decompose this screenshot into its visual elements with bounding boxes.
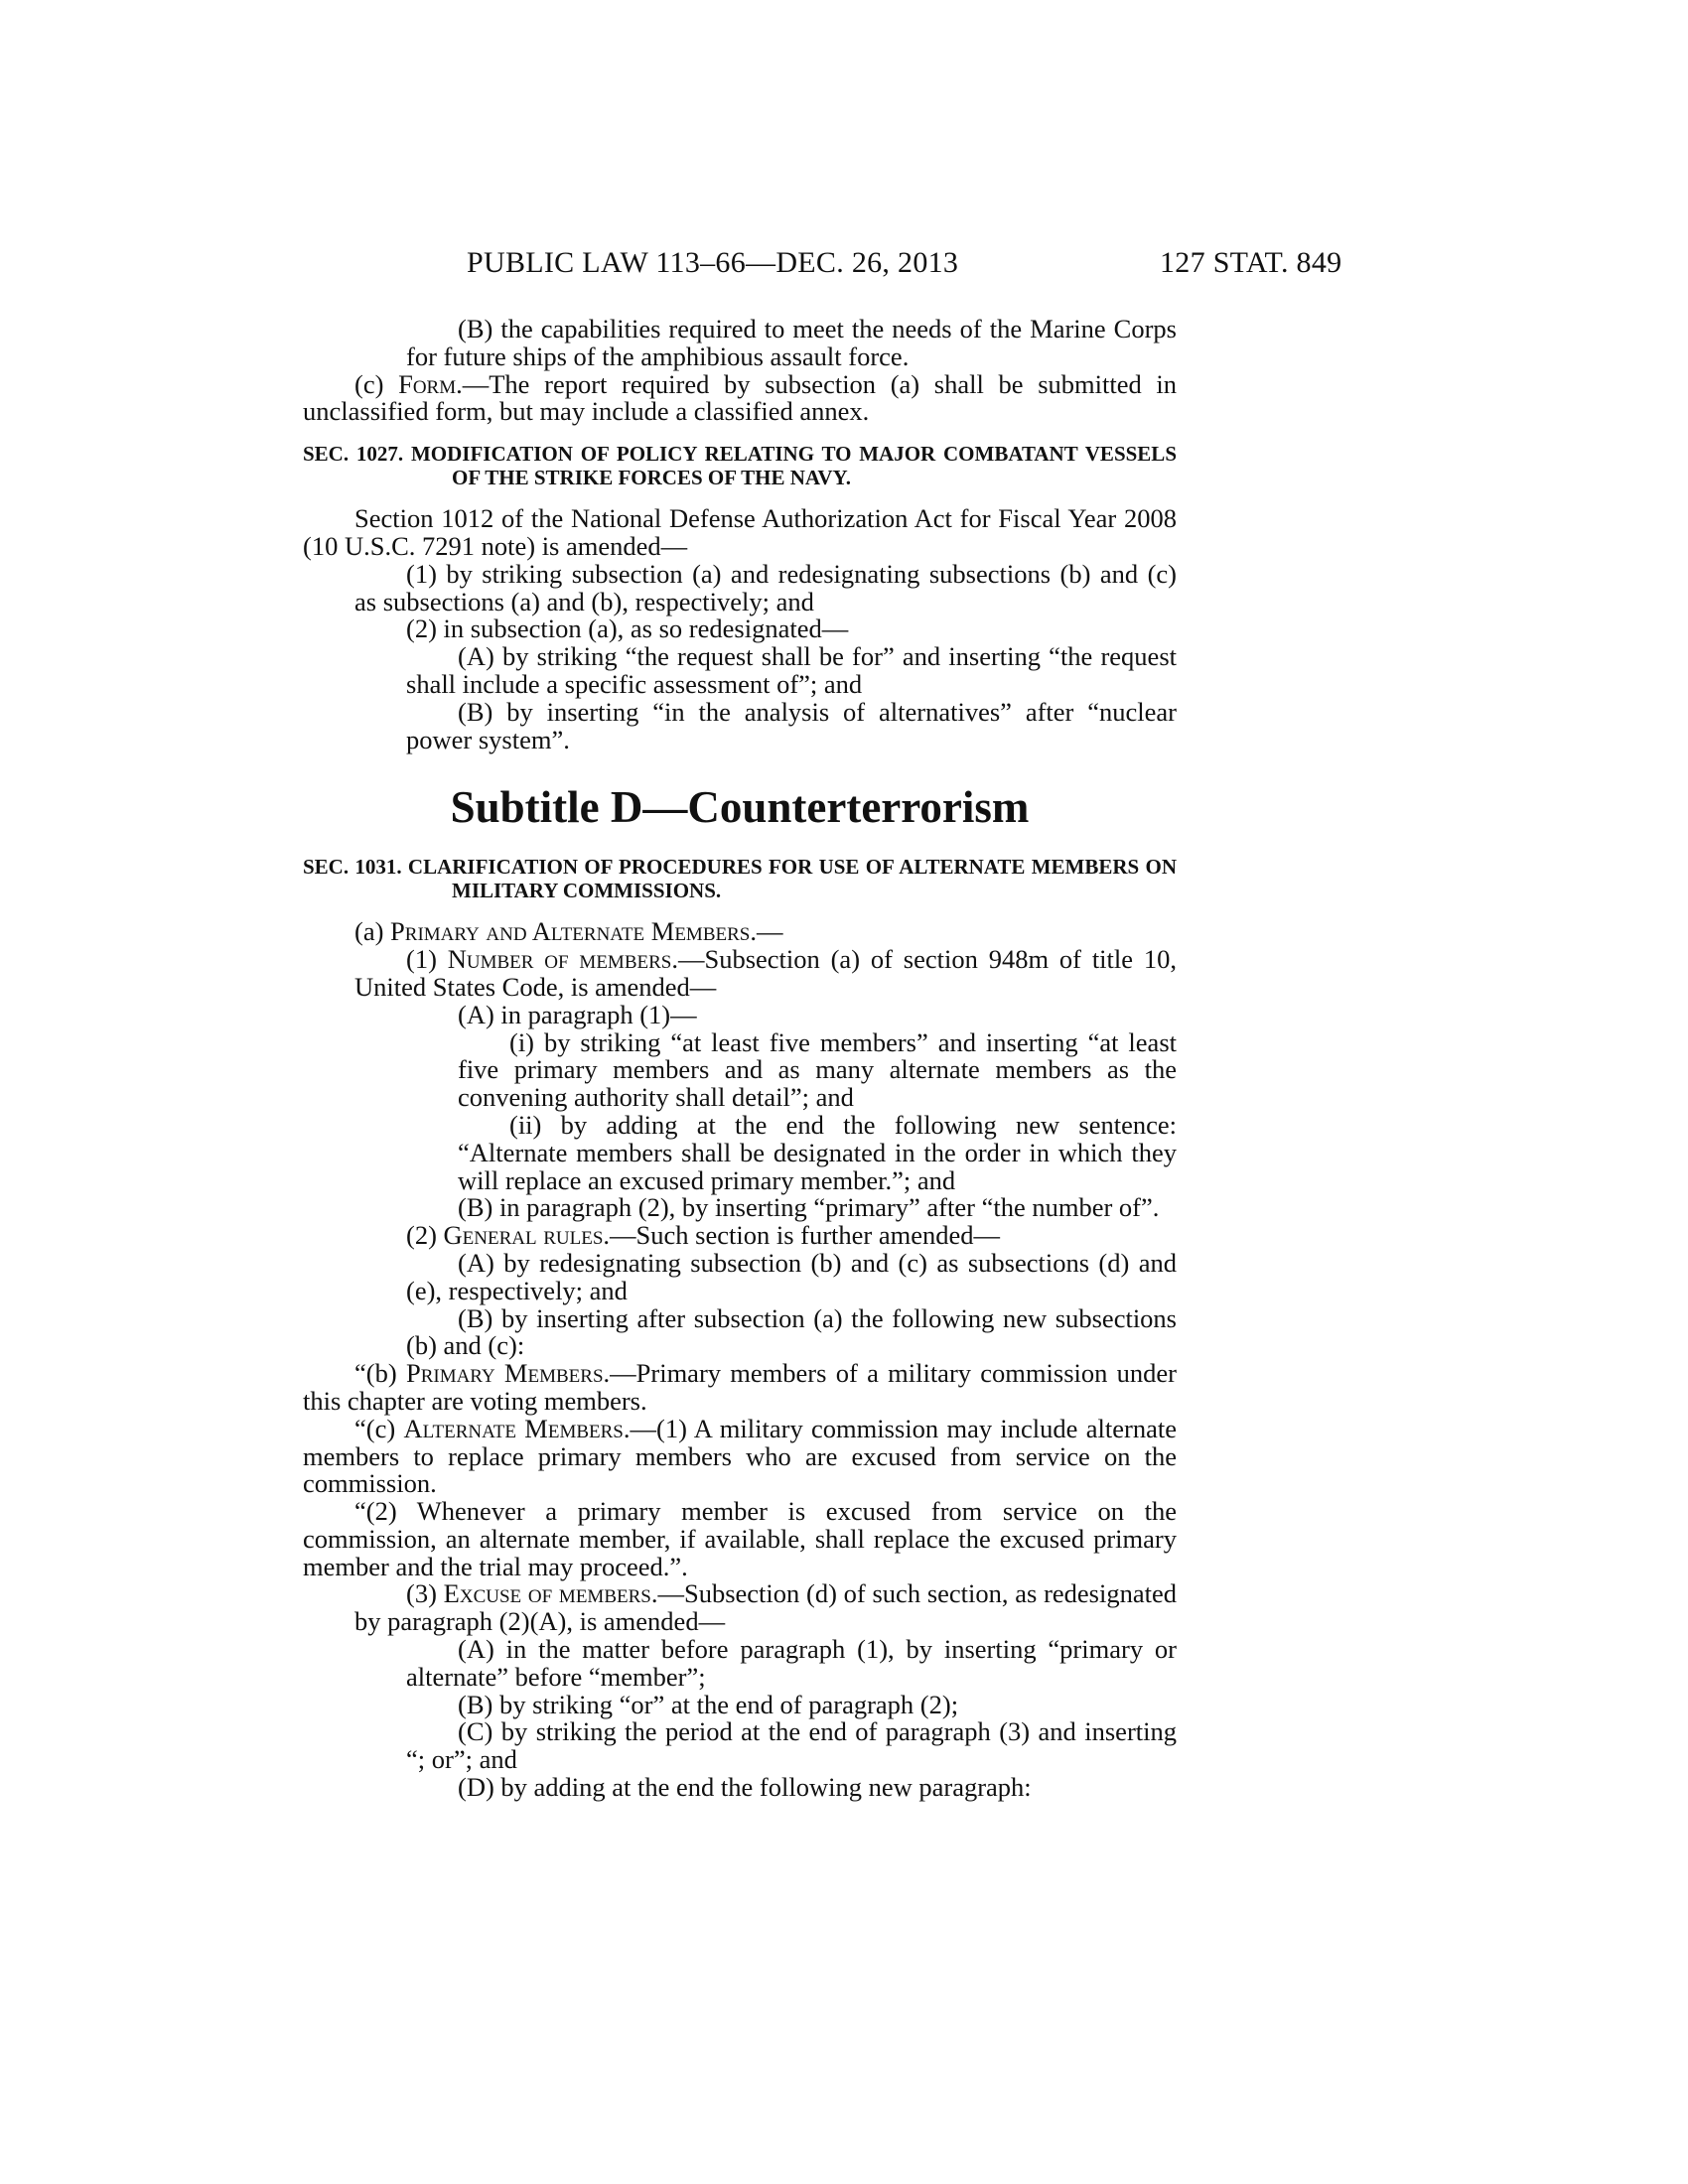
paragraph-1031-a: (a) Primary and Alternate Members.— [354, 916, 783, 947]
paragraph-1027-2: (2) in subsection (a), as so redesignated— [406, 614, 849, 644]
quoted-subsection-c: “(c) Alternate Members.—(1) A military commission may include alternate members to replace primary members who are excused from service on the commission. [303, 1413, 1177, 1499]
paragraph-1031-a-1-A-ii: (ii) by adding at the end the following new sentence: “Alternate members shall be designated in the order in which they will replace an excused primary member.”; and [458, 1109, 1177, 1195]
quoted-subsection-c-2: “(2) Whenever a primary member is excused from service on the commission, an alternate member, if available, shall replace the excused primary member and the trial may proceed.”. [303, 1496, 1177, 1581]
paragraph-1031-a-3: (3) Excuse of members.—Subsection (d) of such section, as redesignated by paragraph (2)(A), is amended— [354, 1578, 1177, 1637]
paragraph-1031-a-3-C: (C) by striking the period at the end of paragraph (3) and inserting “; or”; and [406, 1716, 1177, 1775]
paragraph-1031-a-2-A: (A) by redesignating subsection (b) and (c) as subsections (d) and (e), respectively; and [406, 1247, 1177, 1305]
paragraph-1027-2-A: (A) by striking “the request shall be for” and inserting “the request shall include a specific assessment of”; and [406, 641, 1177, 699]
paragraph-1031-a-3-D: (D) by adding at the end the following new paragraph: [458, 1772, 1032, 1803]
paragraph-1027-1: (1) by striking subsection (a) and redesignating subsections (b) and (c) as subsections (a) and (b), respectively; and [354, 558, 1177, 616]
page-header [0, 246, 1688, 286]
paragraph-1027-2-B: (B) by inserting “in the analysis of alternatives” after “nuclear power system”. [406, 696, 1177, 754]
section-1027-heading: SEC. 1027. MODIFICATION OF POLICY RELATING TO MAJOR COMBATANT VESSELS OF THE STRIKE FORCES OF THE NAVY. [303, 442, 1177, 490]
quoted-subsection-b: “(b) Primary Members.—Primary members of a military commission under this chapter are voting members. [303, 1358, 1177, 1416]
paragraph-1026-c: (c) Form.—The report required by subsection (a) shall be submitted in unclassified form, but may include a classified annex. [303, 368, 1177, 427]
subtitle-heading: Subtitle D—Counterterrorism [450, 782, 1030, 833]
paragraph-1031-a-1-A-i: (i) by striking “at least five members” and inserting “at least five primary members and as many alternate members as the convening authority shall detail”; and [458, 1026, 1177, 1113]
paragraph-1031-a-3-A: (A) in the matter before paragraph (1), by inserting “primary or alternate” before “member”; [406, 1634, 1177, 1692]
running-head: PUBLIC LAW 113–66—DEC. 26, 2013 [467, 246, 959, 279]
heading-form: Form [398, 368, 457, 399]
paragraph-1031-a-1: (1) Number of members.—Subsection (a) of section 948m of title 10, United States Code, is amended— [354, 944, 1177, 1002]
section-1031-heading: SEC. 1031. CLARIFICATION OF PROCEDURES FOR USE OF ALTERNATE MEMBERS ON MILITARY COMMISSIONS. [303, 855, 1177, 903]
paragraph-1026-b-B: (B) the capabilities required to meet the needs of the Marine Corps for future ships of the amphibious assault force. [406, 314, 1177, 371]
paragraph-1027-intro: Section 1012 of the National Defense Authorization Act for Fiscal Year 2008 (10 U.S.C. 7291 note) is amended— [303, 503, 1177, 561]
paragraph-1031-a-2: (2) General rules.—Such section is further amended— [406, 1220, 1001, 1251]
page-number: 127 STAT. 849 [1160, 246, 1342, 279]
paragraph-1031-a-2-B: (B) by inserting after subsection (a) the following new subsections (b) and (c): [406, 1302, 1177, 1361]
paragraph-1031-a-3-B: (B) by striking “or” at the end of paragraph (2); [458, 1689, 959, 1719]
paragraph-1031-a-1-A: (A) in paragraph (1)— [458, 999, 697, 1029]
paragraph-1031-a-1-B: (B) in paragraph (2), by inserting “primary” after “the number of”. [458, 1192, 1160, 1223]
document-body [303, 316, 1177, 1802]
